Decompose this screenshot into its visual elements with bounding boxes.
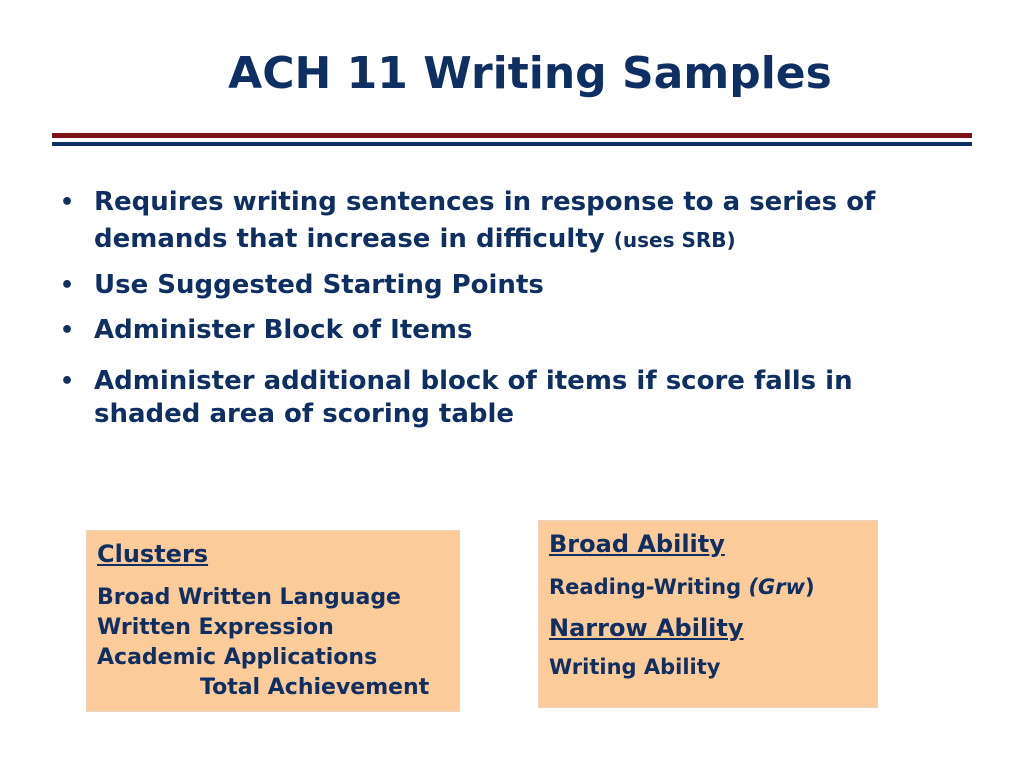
bullet-dot-icon: • — [60, 190, 75, 215]
narrow-ability-value: Writing Ability — [549, 655, 721, 679]
bullet-item — [60, 312, 960, 349]
cluster-item: Broad Written Language — [97, 585, 401, 610]
bullet-item — [60, 365, 960, 431]
broad-ability-code: (Grw — [748, 575, 806, 599]
narrow-ability-heading: Narrow Ability — [549, 614, 744, 642]
broad-ability-value — [549, 573, 867, 601]
bullet-text: Administer additional block of items if score falls in shaded area of scoring table — [94, 366, 853, 429]
clusters-box — [86, 530, 460, 712]
bullet-dot-icon: • — [60, 318, 75, 343]
bullet-text: Administer Block of Items — [94, 315, 473, 345]
clusters-heading: Clusters — [97, 540, 209, 568]
slide-title: ACH 11 Writing Samples — [228, 48, 832, 99]
cluster-item: Academic Applications — [97, 645, 378, 670]
bullet-list — [60, 184, 960, 431]
bullet-dot-icon: • — [60, 369, 75, 394]
bullet-text: Requires writing sentences in response to a series of demands that increase in difficulty — [94, 187, 876, 254]
bullet-text: Use Suggested Starting Points — [94, 270, 544, 300]
broad-ability-prefix: Reading-Writing — [549, 575, 749, 599]
cluster-item: Written Expression — [97, 615, 334, 640]
title-divider-blue — [52, 142, 972, 146]
ability-box — [538, 520, 878, 708]
broad-ability-suffix: ) — [805, 575, 815, 599]
clusters-list — [97, 583, 449, 703]
bullet-note: (uses SRB) — [613, 228, 736, 252]
bullet-item — [60, 267, 960, 304]
title-divider-red — [52, 133, 972, 138]
broad-ability-heading: Broad Ability — [549, 530, 725, 558]
bullet-item — [60, 184, 960, 259]
cluster-item: Total Achievement — [200, 675, 430, 700]
bullet-dot-icon: • — [60, 273, 75, 298]
